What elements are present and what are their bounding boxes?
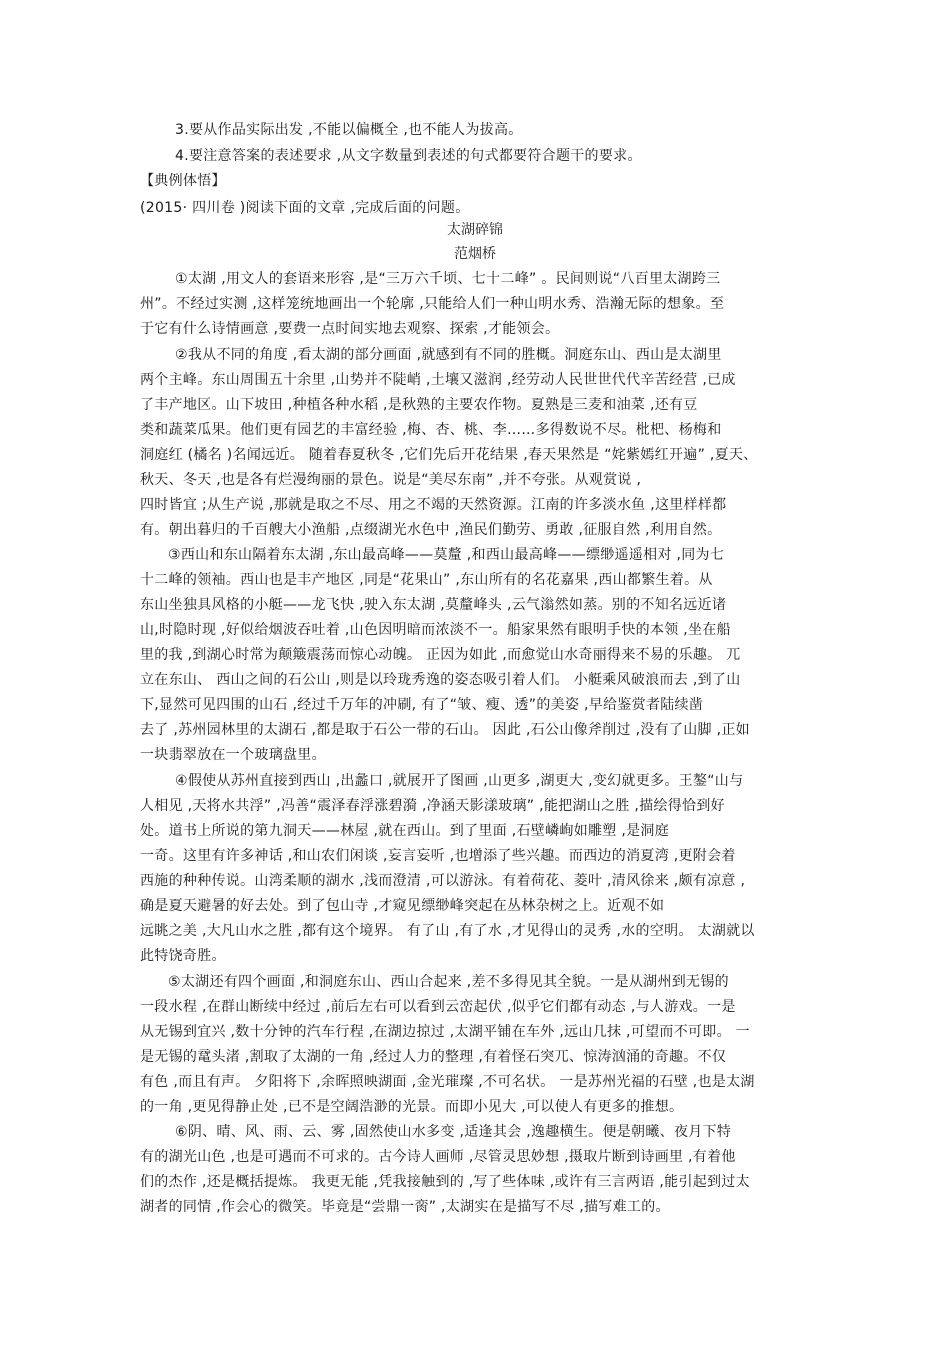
article-line: 一块翡翠放在一个玻璃盘里。 [140, 747, 326, 763]
article-line: 洞庭红 (橘名 )名闻远近。 随着春夏秋冬 ,它们先后开花结果 ,春天果然是 “姹紫嫣红开遍” ,夏天、 [140, 447, 758, 463]
article-line: ④假使从苏州直接到西山 ,出蠡口 ,就展开了图画 ,山更多 ,湖更大 ,变幻就更多。王鏊“山与 [175, 773, 744, 789]
article-line: 有的湖光山色 ,也是可遇而不可求的。古今诗人画师 ,尽管灵思妙想 ,摄取片断到诗画里 ,有着他 [140, 1149, 736, 1165]
article-line: 有。朝出暮归的千百艘大小渔船 ,点缀湖光水色中 ,渔民们勤劳、勇敢 ,征服自然 ,利用自然。 [140, 522, 722, 538]
exercise-intro: (2015· 四川卷 )阅读下面的文章 ,完成后面的问题。 [140, 200, 470, 216]
article-title: 太湖碎锦 [447, 222, 503, 238]
article-line: 东山坐独具风格的小艇——龙飞快 ,驶入东太湖 ,莫釐峰头 ,云气滃然如蒸。别的不知名远近诸 [140, 597, 727, 613]
article-line: 有色 ,而且有声。 夕阳将下 ,余晖照映湖面 ,金光璀璨 ,不可名状。 一是苏州光福的石壁 ,也是太湖 [140, 1074, 755, 1090]
article-line: 于它有什么诗情画意 ,要费一点时间实地去观察、探索 ,才能领会。 [140, 321, 560, 337]
article-line: 是无锡的鼋头渚 ,割取了太湖的一角 ,经过人力的整理 ,有着怪石突兀、惊涛汹涌的奇趣。不仅 [140, 1049, 727, 1065]
article-line: 去了 ,苏州园林里的太湖石 ,都是取于石公一带的石山。 因此 ,石公山像斧削过 ,没有了山脚 ,正如 [140, 722, 750, 738]
article-line: 确是夏天避暑的好去处。到了包山寺 ,才窥见缥缈峰突起在丛林杂树之上。近观不如 [140, 898, 665, 914]
article-line: ⑥阴、晴、风、雨、云、雾 ,固然使山水多变 ,适逢其会 ,逸趣横生。便是朝曦、夜月下特 [175, 1124, 732, 1140]
article-line: ①太湖 ,用文人的套语来形容 ,是“三万六千顷、七十二峰” 。民间则说“八百里太湖跨三 [175, 271, 721, 287]
article-line: 的一角 ,更见得静止处 ,已不是空阔浩渺的光景。而即小见大 ,可以使人有更多的推想。 [140, 1099, 684, 1115]
article-line: 州”。不经过实测 ,这样笼统地画出一个轮廓 ,只能给人们一种山明水秀、浩瀚无际的想象。至 [140, 296, 725, 312]
article-line: 四时皆宜 ;从生产说 ,那就是取之不尽、用之不竭的天然资源。江南的许多淡水鱼 ,这里样样都 [140, 497, 727, 513]
article-line: 一奇。这里有许多神话 ,和山农们闲谈 ,妄言妄听 ,也增添了些兴趣。而西边的消夏湾 ,更附会着 [140, 848, 736, 864]
article-line: 里的我 ,到湖心时常为颠簸震荡而惊心动魄。 正因为如此 ,而愈觉山水奇丽得来不易的乐趣。 兀 [140, 647, 741, 663]
article-line: 十二峰的领袖。西山也是丰产地区 ,同是“花果山” ,东山所有的名花嘉果 ,西山都繁生着。从 [140, 572, 713, 588]
section-heading: 【典例体悟】 [140, 173, 226, 189]
article-line: 了丰产地区。山下坡田 ,种植各种水稻 ,是秋熟的主要农作物。夏熟是三麦和油菜 ,还有豆 [140, 397, 698, 413]
article-line: 山,时隐时现 ,好似给烟波吞吐着 ,山色因明暗而浓淡不一。船家果然有眼明手快的本领 ,坐在船 [140, 622, 731, 638]
article-line: 一段水程 ,在群山断续中经过 ,前后左右可以看到云峦起伏 ,似乎它们都有动态 ,与人游戏。一是 [140, 999, 736, 1015]
article-line: 立在东山、 西山之间的石公山 ,则是以玲珑秀逸的姿态吸引着人们。 小艇乘风破浪而去 ,到了山 [140, 672, 741, 688]
article-line: 处。道书上所说的第九洞天——林屋 ,就在西山。到了里面 ,石壁嶙峋如雕塑 ,是洞庭 [140, 823, 669, 839]
article-line: 下,显然可见四围的山石 ,经过千万年的冲刷, 有了“皱、瘦、透”的美姿 ,早给鉴赏者陆续凿 [140, 697, 704, 713]
article-line: 人相见 ,天将水共浮” ,冯善“震泽春浮涨碧漪 ,净涵天影漾玻璃” ,能把湖山之胜 ,描绘得恰到好 [140, 798, 725, 814]
article-line: 秋天、冬天 ,也是各有烂漫绚丽的景色。说是“美尽东南” ,并不夸张。从观赏说 , [140, 472, 642, 488]
article-line: 两个主峰。东山周围五十余里 ,山势并不陡峭 ,土壤又滋润 ,经劳动人民世世代代辛苦经营 ,已成 [140, 372, 736, 388]
article-line: 从无锡到宜兴 ,数十分钟的汽车行程 ,在湖边掠过 ,太湖平铺在车外 ,远山几抹 ,可望而不可即。 一 [140, 1024, 750, 1040]
article-line: 湖者的同情 ,作会心的微笑。毕竟是“尝鼎一脔” ,太湖实在是描写不尽 ,描写难工的。 [140, 1199, 670, 1215]
article-line: 类和蔬菜瓜果。他们更有园艺的丰富经验 ,梅、杏、桃、李……多得数说不尽。枇杷、杨梅和 [140, 422, 722, 438]
article-line: ②我从不同的角度 ,看太湖的部分画面 ,就感到有不同的胜概。洞庭东山、西山是太湖里 [175, 347, 722, 363]
article-line: ⑤太湖还有四个画面 ,和洞庭东山、西山合起来 ,差不多得见其全貌。一是从湖州到无锡的 [168, 974, 729, 990]
article-line: ③西山和东山隔着东太湖 ,东山最高峰——莫釐 ,和西山最高峰——缥缈遥遥相对 ,同为七 [168, 547, 725, 563]
article-line: 西施的种种传说。山湾柔顺的湖水 ,浅而澄清 ,可以游泳。有着荷花、菱叶 ,清风徐来 ,颇有凉意 , [140, 873, 746, 889]
article-line: 此特饶奇胜。 [140, 948, 226, 964]
article-author: 范烟桥 [454, 246, 496, 262]
note-line: 4.要注意答案的表述要求 ,从文字数量到表述的句式都要符合题干的要求。 [175, 148, 642, 164]
note-line: 3.要从作品实际出发 ,不能以偏概全 ,也不能人为拔高。 [175, 122, 523, 138]
article-line: 们的杰作 ,还是概括提炼。 我更无能 ,凭我接触到的 ,写了些体味 ,或许有三言两语 ,能引起到过太 [140, 1174, 750, 1190]
article-line: 远眺之美 ,大凡山水之胜 ,都有这个境界。 有了山 ,有了水 ,才见得山的灵秀 ,水的空明。 太湖就以 [140, 923, 755, 939]
